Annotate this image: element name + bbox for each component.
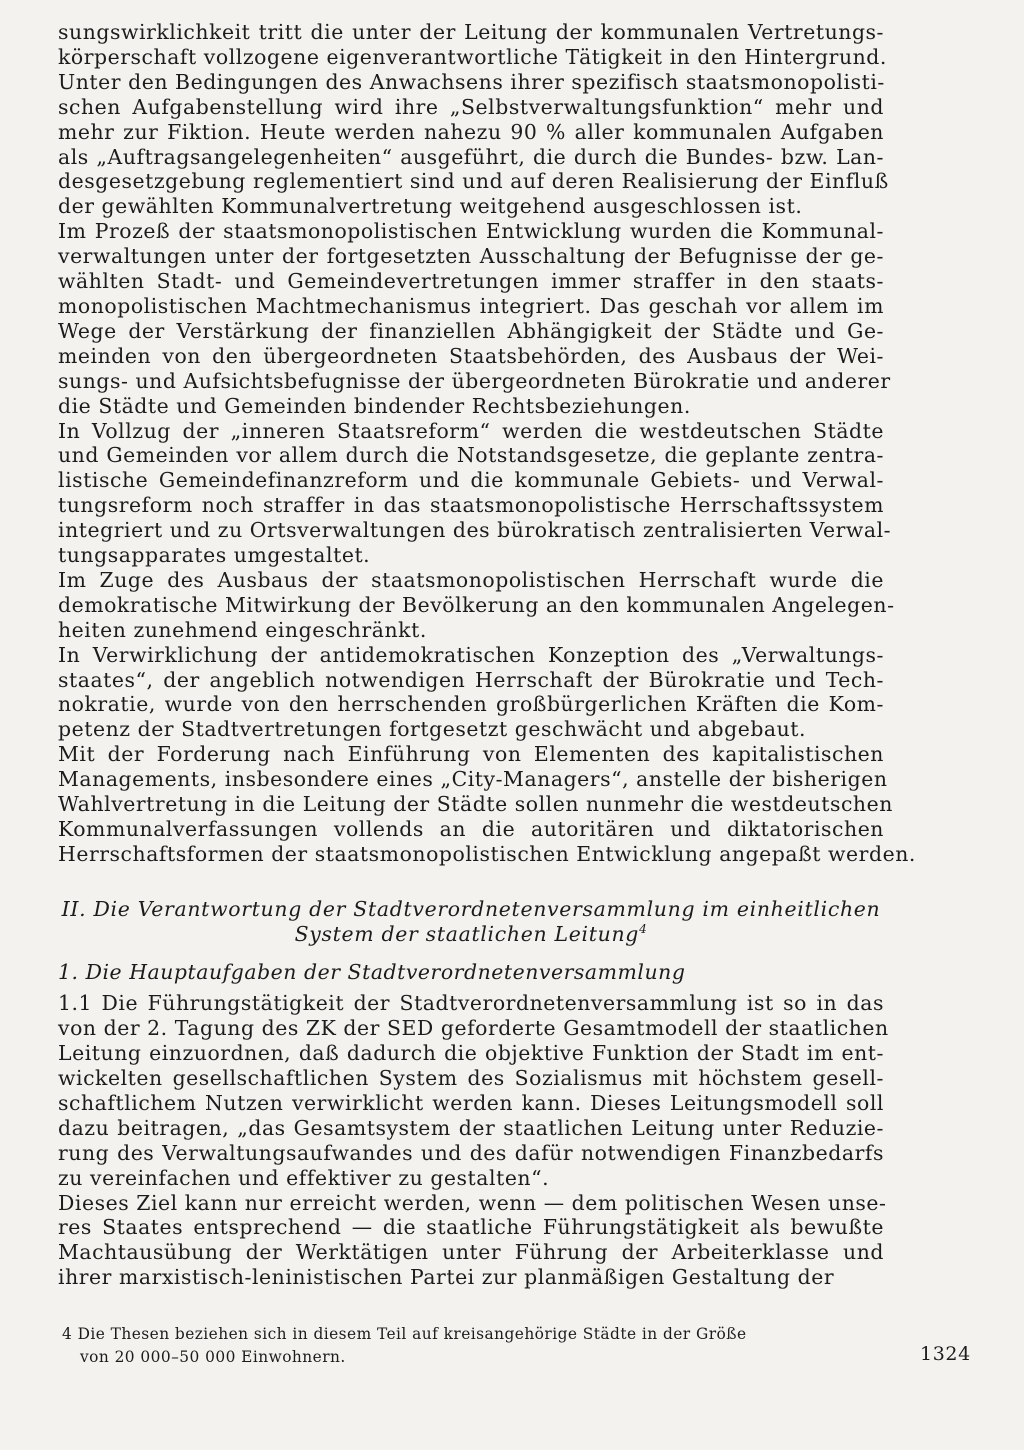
text-line: meinden von den übergeordneten Staatsbehörden, des Ausbaus der Wei- bbox=[58, 343, 884, 368]
text-line: wickelten gesellschaftlichen System des Sozialismus mit höchstem gesell- bbox=[58, 1066, 884, 1091]
text-line: desgesetzgebung reglementiert sind und auf deren Realisierung der Einfluß bbox=[58, 169, 889, 194]
text-line: die Städte und Gemeinden bindender Rechtsbeziehungen. bbox=[58, 393, 691, 418]
section-heading bbox=[58, 897, 884, 948]
text-line: körperschaft vollzogene eigenverantwortliche Tätigkeit in den Hintergrund. bbox=[58, 44, 887, 69]
section-heading-line-2 bbox=[58, 922, 884, 948]
section-heading-line-1: II. Die Verantwortung der Stadtverordnetenversammlung im einheitlichen bbox=[61, 896, 881, 921]
text-line: von der 2. Tagung des ZK der SED geforderte Gesamtmodell der staatlichen bbox=[58, 1016, 889, 1041]
text-line: heiten zunehmend eingeschränkt. bbox=[58, 617, 427, 642]
bottom-paragraphs bbox=[58, 991, 889, 1290]
text-line: Wahlvertretung in die Leitung der Städte sollen nunmehr die westdeutschen bbox=[58, 792, 893, 817]
text-line: der gewählten Kommunalvertretung weitgehend ausgeschlossen ist. bbox=[58, 194, 803, 219]
text-line: mehr zur Fiktion. Heute werden nahezu 90 % aller kommunalen Aufgaben bbox=[58, 119, 884, 144]
text-line: demokratische Mitwirkung der Bevölkerung an den kommunalen Angelegen- bbox=[58, 592, 895, 617]
text-line: nokratie, wurde von den herrschenden großbürgerlichen Kräften die Kom- bbox=[58, 692, 884, 717]
paragraph bbox=[58, 742, 916, 867]
text-line: rung des Verwaltungsaufwandes und des dafür notwendigen Finanzbedarfs bbox=[58, 1140, 884, 1165]
text-line: sungs- und Aufsichtsbefugnisse der übergeordneten Bürokratie und anderer bbox=[58, 368, 891, 393]
text-line: Mit der Forderung nach Einführung von Elementen des kapitalistischen bbox=[58, 742, 884, 767]
footnote bbox=[62, 1323, 892, 1369]
text-line: wählten Stadt- und Gemeindevertretungen immer straffer in den staats- bbox=[58, 269, 884, 294]
text-line: res Staates entsprechend — die staatliche Führungstätigkeit als bewußte bbox=[58, 1215, 884, 1240]
paragraph bbox=[58, 418, 892, 568]
text-line: Leitung einzuordnen, daß dadurch die objektive Funktion der Stadt im ent- bbox=[58, 1041, 884, 1066]
text-line: Herrschaftsformen der staatsmonopolistischen Entwicklung angepaßt werden. bbox=[58, 841, 916, 866]
text-line: dazu beitragen, „das Gesamtsystem der staatlichen Leitung unter Reduzie- bbox=[58, 1115, 884, 1140]
text-line: ihrer marxistisch-leninistischen Partei zur planmäßigen Gestaltung der bbox=[58, 1265, 835, 1290]
text-line: integriert und zu Ortsverwaltungen des bürokratisch zentralisierten Verwal- bbox=[58, 518, 892, 543]
text-line: listische Gemeindefinanzreform und die kommunale Gebiets- und Verwal- bbox=[58, 468, 884, 493]
top-paragraphs bbox=[58, 20, 916, 867]
text-line: Unter den Bedingungen des Anwachsens ihrer spezifisch staatsmonopolisti- bbox=[58, 69, 885, 94]
text-line: Machtausübung der Werktätigen unter Führung der Arbeiterklasse und bbox=[58, 1240, 884, 1265]
text-line: Dieses Ziel kann nur erreicht werden, wenn — dem politischen Wesen unse- bbox=[58, 1190, 887, 1215]
text-line: Kommunalverfassungen vollends an die autoritären und diktatorischen bbox=[58, 817, 884, 841]
body-text bbox=[58, 20, 916, 1290]
footnote-line-2: von 20 000–50 000 Einwohnern. bbox=[80, 1348, 346, 1366]
text-line: monopolistischen Machtmechanismus integriert. Das geschah vor allem im bbox=[58, 293, 884, 318]
text-line: als „Auftragsangelegenheiten“ ausgeführt, die durch die Bundes- bzw. Lan- bbox=[58, 144, 884, 169]
paragraph bbox=[58, 567, 895, 643]
text-line: 1.1 Die Führungstätigkeit der Stadtverordnetenversammlung ist so in das bbox=[58, 991, 884, 1016]
text-line: petenz der Stadtvertretungen fortgesetzt geschwächt und abgebaut. bbox=[58, 717, 807, 742]
text-line: schen Aufgabenstellung wird ihre „Selbstverwaltungsfunktion“ mehr und bbox=[58, 94, 884, 119]
text-line: In Verwirklichung der antidemokratischen Konzeption des „Verwaltungs- bbox=[58, 642, 884, 667]
text-line: In Vollzug der „inneren Staatsreform“ werden die westdeutschen Städte bbox=[58, 418, 884, 443]
footnote-ref-4[interactable]: 4 bbox=[639, 922, 648, 937]
paragraph bbox=[58, 20, 889, 219]
page-number: 1324 bbox=[920, 1343, 971, 1365]
paragraph bbox=[58, 643, 884, 743]
paragraph bbox=[58, 219, 891, 418]
text-line: verwaltungen unter der fortgesetzten Ausschaltung der Befugnisse der ge- bbox=[58, 244, 884, 269]
paragraph bbox=[58, 1190, 887, 1291]
subsection-heading: 1. Die Hauptaufgaben der Stadtverordnetenversammlung bbox=[58, 959, 686, 984]
text-line: Managements, insbesondere eines „City-Managers“, anstelle der bisherigen bbox=[58, 767, 888, 792]
text-line: tungsapparates umgestaltet. bbox=[58, 543, 371, 568]
footnote-line-1: 4 Die Thesen beziehen sich in diesem Teil auf kreisangehörige Städte in der Größe bbox=[62, 1325, 747, 1343]
paragraph bbox=[58, 991, 889, 1190]
text-line: Im Prozeß der staatsmonopolistischen Entwicklung wurden die Kommunal- bbox=[58, 219, 884, 244]
text-line: staates“, der angeblich notwendigen Herrschaft der Bürokratie und Tech- bbox=[58, 667, 884, 692]
text-line: zu vereinfachen und effektiver zu gestalten“. bbox=[58, 1165, 550, 1190]
section-heading-text: System der staatlichen Leitung bbox=[294, 922, 640, 947]
text-line: Im Zuge des Ausbaus der staatsmonopolistischen Herrschaft wurde die bbox=[58, 567, 884, 592]
text-line: tungsreform noch straffer in das staatsmonopolistische Herrschaftssystem bbox=[58, 493, 884, 518]
text-line: Wege der Verstärkung der finanziellen Abhängigkeit der Städte und Ge- bbox=[58, 318, 884, 343]
text-line: schaftlichem Nutzen verwirklicht werden kann. Dieses Leitungsmodell soll bbox=[58, 1090, 884, 1115]
text-line: sungswirklichkeit tritt die unter der Leitung der kommunalen Vertretungs- bbox=[58, 20, 884, 44]
text-line: und Gemeinden vor allem durch die Notstandsgesetze, die geplante zentra- bbox=[58, 443, 884, 468]
